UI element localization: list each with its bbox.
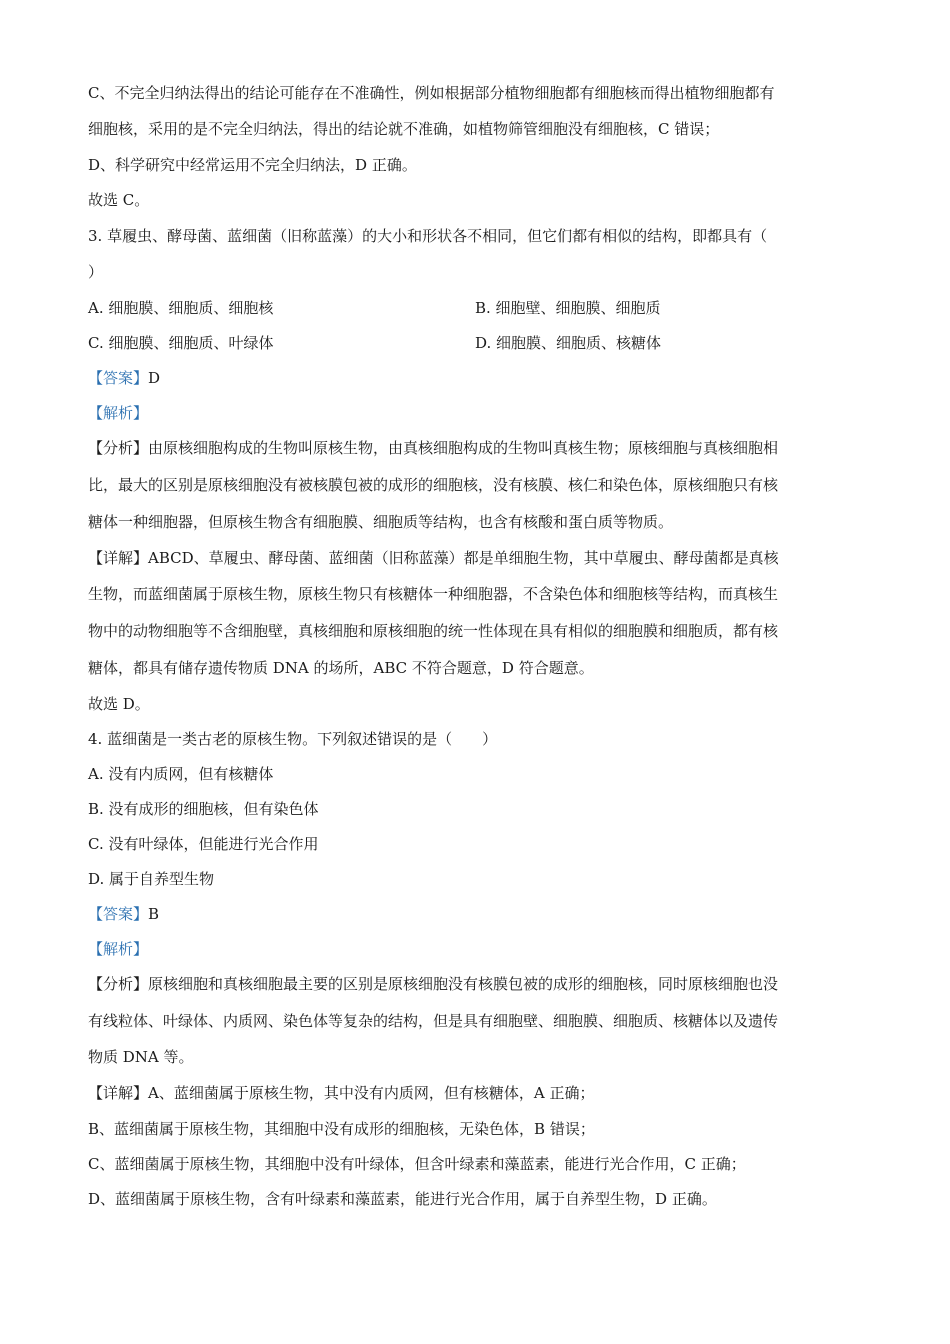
q3-option-a: A. 细胞膜、细胞质、细胞核 (88, 299, 274, 317)
answer-label: 【答案】 (88, 369, 149, 387)
q4-fenxi-line3: 物质 DNA 等。 (88, 1048, 194, 1066)
q3-option-b: B. 细胞壁、细胞膜、细胞质 (475, 299, 661, 317)
detail-label: 【详解】 (88, 1084, 149, 1102)
detail-label: 【详解】 (88, 549, 149, 567)
q4-analysis-label: 【解析】 (88, 940, 149, 958)
q3-detail-line4: 糖体，都具有储存遗传物质 DNA 的场所，ABC 不符合题意，D 符合题意。 (88, 659, 594, 677)
q4-option-c: C. 没有叶绿体，但能进行光合作用 (88, 835, 319, 853)
q3-detail-line2: 生物，而蓝细菌属于原核生物，原核生物只有核糖体一种细胞器，不含染色体和细胞核等结构，而真核生 (88, 585, 779, 603)
q4-fenxi-line1 (88, 973, 778, 994)
fenxi-text: 由原核细胞构成的生物叫原核生物，由真核细胞构成的生物叫真核生物；原核细胞与真核细胞相 (148, 439, 779, 457)
q3-stem-line2: ） (88, 263, 104, 281)
q3-stem-line1: 3. 草履虫、酵母菌、蓝细菌（旧称蓝藻）的大小和形状各不相同，但它们都有相似的结构，即都具有（ (88, 227, 768, 245)
q3-detail-line1 (88, 547, 779, 568)
q2-option-c-explanation-line1: C、不完全归纳法得出的结论可能存在不准确性，例如根据部分植物细胞都有细胞核而得出植物细胞都有 (88, 84, 775, 102)
fenxi-label: 【分析】 (88, 975, 149, 993)
q4-option-d: D. 属于自养型生物 (88, 870, 215, 888)
q2-option-c-explanation-line2: 细胞核，采用的是不完全归纳法，得出的结论就不准确，如植物筛管细胞没有细胞核，C 错误； (88, 120, 720, 138)
q3-detail-line3: 物中的动物细胞等不含细胞壁，真核细胞和原核细胞的统一性体现在具有相似的细胞膜和细胞质，都有核 (88, 622, 779, 640)
q3-conclusion: 故选 D。 (88, 695, 150, 713)
q2-conclusion: 故选 C。 (88, 191, 150, 209)
q4-fenxi-line2: 有线粒体、叶绿体、内质网、染色体等复杂的结构，但是具有细胞壁、细胞膜、细胞质、核糖体以及遗传 (88, 1012, 779, 1030)
q3-fenxi-line2: 比，最大的区别是原核细胞没有被核膜包被的成形的细胞核，没有核膜、核仁和染色体，原核细胞只有核 (88, 476, 779, 494)
answer-value: B (148, 905, 160, 923)
q3-option-c: C. 细胞膜、细胞质、叶绿体 (88, 334, 274, 352)
detail-text: ABCD、草履虫、酵母菌、蓝细菌（旧称蓝藻）都是单细胞生物，其中草履虫、酵母菌都是真核 (148, 549, 779, 567)
q4-option-b: B. 没有成形的细胞核，但有染色体 (88, 800, 319, 818)
answer-value: D (148, 369, 161, 387)
q3-option-d: D. 细胞膜、细胞质、核糖体 (475, 334, 662, 352)
detail-text: A、蓝细菌属于原核生物，其中没有内质网，但有核糖体，A 正确； (148, 1084, 595, 1102)
fenxi-label: 【分析】 (88, 439, 149, 457)
answer-label: 【答案】 (88, 905, 149, 923)
q4-stem: 4. 蓝细菌是一类古老的原核生物。下列叙述错误的是（ ） (88, 730, 498, 748)
q3-answer (88, 367, 160, 388)
q4-detail-a (88, 1082, 594, 1103)
q3-analysis-label: 【解析】 (88, 404, 149, 422)
q4-detail-b: B、蓝细菌属于原核生物，其细胞中没有成形的细胞核，无染色体，B 错误； (88, 1120, 595, 1138)
q4-option-a: A. 没有内质网，但有核糖体 (88, 765, 274, 783)
q4-detail-c: C、蓝细菌属于原核生物，其细胞中没有叶绿体，但含叶绿素和藻蓝素，能进行光合作用，C 正确； (88, 1155, 746, 1173)
q3-fenxi-line1 (88, 437, 778, 458)
q4-detail-d: D、蓝细菌属于原核生物，含有叶绿素和藻蓝素，能进行光合作用，属于自养型生物，D 正确。 (88, 1190, 717, 1208)
fenxi-text: 原核细胞和真核细胞最主要的区别是原核细胞没有核膜包被的成形的细胞核，同时原核细胞也没 (148, 975, 779, 993)
q2-option-d-explanation: D、科学研究中经常运用不完全归纳法，D 正确。 (88, 156, 417, 174)
q3-fenxi-line3: 糖体一种细胞器，但原核生物含有细胞膜、细胞质等结构，也含有核酸和蛋白质等物质。 (88, 513, 674, 531)
q4-answer (88, 903, 159, 924)
